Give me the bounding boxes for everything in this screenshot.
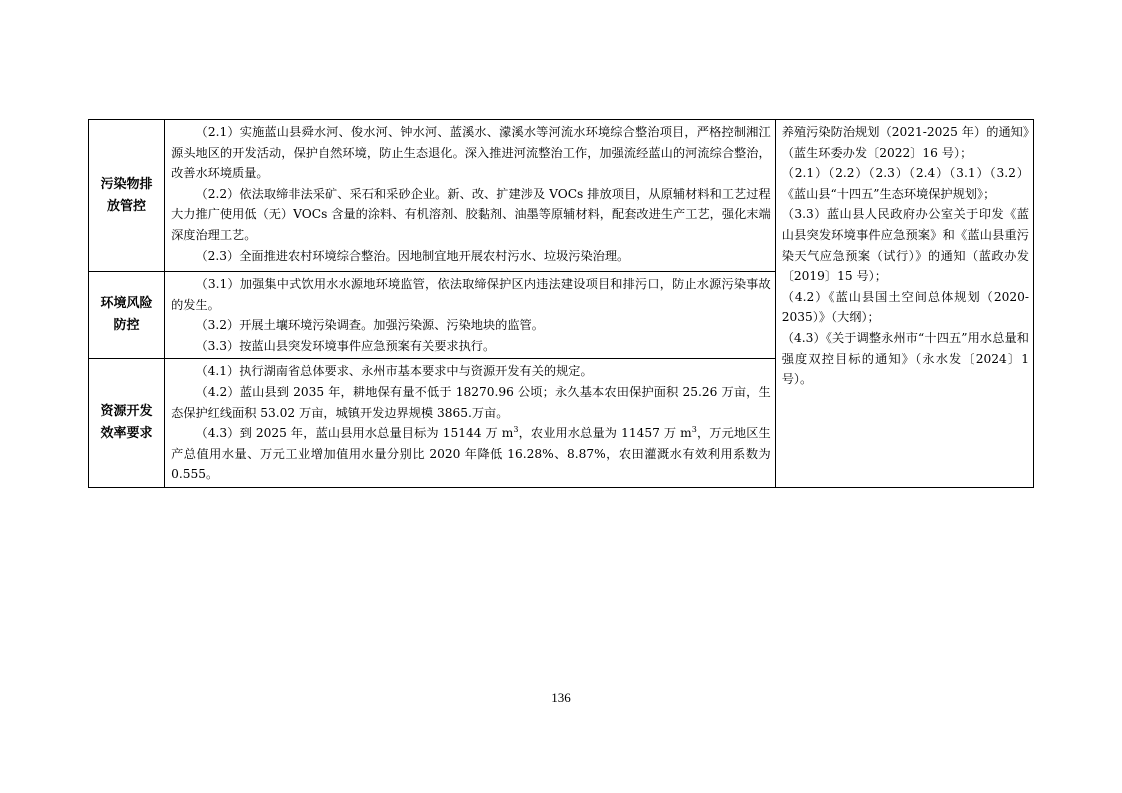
category-label-line: 放管控 — [107, 198, 147, 214]
table-row — [89, 120, 1034, 272]
category-label-line: 效率要求 — [100, 426, 153, 442]
requirement-text: （4.3）到 2025 年，蓝山县用水总量目标为 15144 万 m — [195, 426, 514, 441]
category-label-line: 环境风险 — [100, 296, 153, 312]
requirements-cell-pollution — [165, 120, 776, 272]
category-cell-risk — [89, 272, 165, 359]
page-number: 136 — [551, 690, 571, 705]
reference-item: 养殖污染防治规划（2021-2025 年）的通知》（蓝生环委办发〔2022〕16 号）； — [781, 125, 1029, 160]
category-label-line: 污染物排 — [100, 176, 153, 192]
requirements-cell-resource — [165, 359, 776, 488]
requirements-table — [88, 119, 1034, 488]
requirement-item: （2.3）全面推进农村环境综合整治。因地制宜地开展农村污水、垃圾污染治理。 — [195, 248, 630, 263]
superscript: 3 — [513, 425, 519, 435]
references-cell — [775, 120, 1033, 488]
reference-item: （3.3）蓝山县人民政府办公室关于印发《蓝山县突发环境事件应急预案》和《蓝山县重污染天气应急预案（试行）》的通知（蓝政办发〔2019〕15 号）； — [781, 207, 1029, 284]
requirement-item: （2.2）依法取缔非法采矿、采石和采砂企业。新、改、扩建涉及 VOCs 排放项目，从原辅材料和工艺过程大力推广使用低（无）VOCs 含量的涂料、有机溶剂、胶黏剂、油墨等原辅材料，配套改进生产工艺，强化末端深度治理工艺。 — [171, 186, 771, 242]
requirement-item: （3.3）按蓝山县突发环境事件应急预案有关要求执行。 — [195, 338, 496, 353]
category-cell-resource — [89, 359, 165, 488]
requirement-item: （4.2）蓝山县到 2035 年，耕地保有量不低于 18270.96 公顷；永久基本农田保护面积 25.26 万亩，生态保护红线面积 53.02 万亩，城镇开发边界规模 3865.万亩。 — [171, 384, 771, 420]
reference-item: （4.3）《关于调整永州市“十四五”用水总量和强度双控目标的通知》（永水发〔2024〕1 号）。 — [781, 330, 1029, 387]
requirements-cell-risk — [165, 272, 776, 359]
category-label-line: 防控 — [113, 318, 140, 334]
requirement-item: （4.1）执行湖南省总体要求、永州市基本要求中与资源开发有关的规定。 — [195, 364, 593, 379]
requirement-item: （2.1）实施蓝山县舜水河、俊水河、钟水河、蓝溪水、濛溪水等河流水环境综合整治项目，严格控制湘江源头地区的开发活动，保护自然环境，防止生态退化。深入推进河流整治工作，加强流经蓝山的河流综合整治，改善水环境质量。 — [171, 125, 771, 181]
requirement-item: （3.2）开展土壤环境污染调查。加强污染源、污染地块的监管。 — [195, 318, 544, 333]
reference-item: （4.2）《蓝山县国土空间总体规划（2020-2035）》（大纲）； — [781, 289, 1029, 325]
requirement-item: （3.1）加强集中式饮用水水源地环境监管，依法取缔保护区内违法建设项目和排污口，防止水源污染事故的发生。 — [171, 277, 771, 312]
category-cell-pollution — [89, 120, 165, 272]
reference-item: （2.1）（2.2）（2.3）（2.4）（3.1）（3.2）《蓝山县“十四五”生态环境保护规划》； — [781, 166, 1029, 201]
requirement-item — [171, 423, 771, 485]
superscript: 3 — [691, 425, 697, 435]
category-label-line: 资源开发 — [100, 404, 153, 420]
requirement-text: ，农业用水总量为 11457 万 m — [518, 426, 692, 441]
requirement-text: ，万元地区生产总值用水量、万元工业增加值用水量分别比 2020 年降低 16.28%、8.87%，农田灌溉水有效利用系数为 0.555。 — [171, 426, 771, 482]
